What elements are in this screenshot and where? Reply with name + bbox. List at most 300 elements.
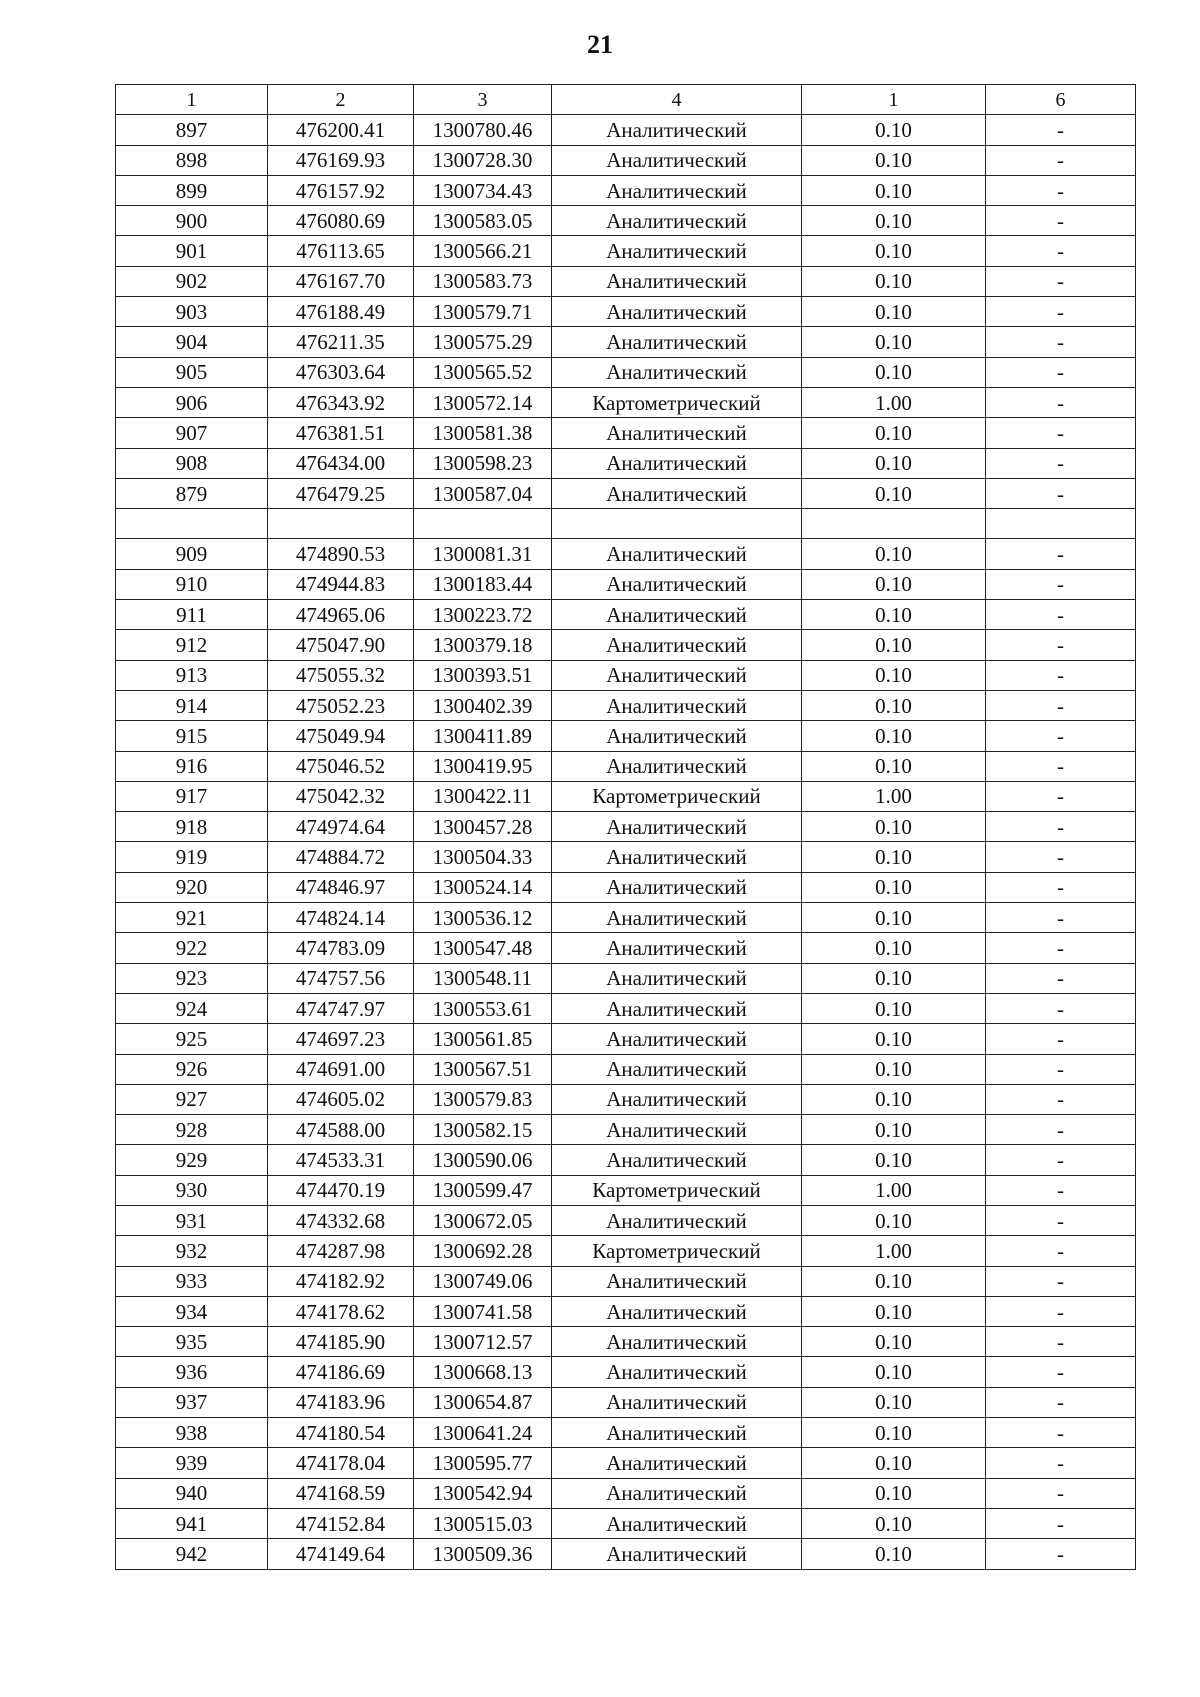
y-coordinate-cell: 1300672.05 bbox=[414, 1205, 552, 1235]
y-coordinate-cell: 1300379.18 bbox=[414, 630, 552, 660]
method-cell: Аналитический bbox=[552, 1115, 802, 1145]
point-number-cell: 928 bbox=[116, 1115, 268, 1145]
x-coordinate-cell: 476381.51 bbox=[268, 418, 414, 448]
x-coordinate-cell: 474185.90 bbox=[268, 1327, 414, 1357]
x-coordinate-cell: 474605.02 bbox=[268, 1084, 414, 1114]
table-row bbox=[116, 569, 1136, 599]
point-number-cell: 936 bbox=[116, 1357, 268, 1387]
x-coordinate-cell: 474470.19 bbox=[268, 1175, 414, 1205]
table-row bbox=[116, 600, 1136, 630]
x-coordinate-cell: 474824.14 bbox=[268, 903, 414, 933]
accuracy-cell: 0.10 bbox=[802, 327, 986, 357]
accuracy-cell: 1.00 bbox=[802, 387, 986, 417]
table-row bbox=[116, 1175, 1136, 1205]
y-coordinate-cell: 1300542.94 bbox=[414, 1478, 552, 1508]
point-number-cell: 901 bbox=[116, 236, 268, 266]
table-row bbox=[116, 1205, 1136, 1235]
note-cell: - bbox=[986, 721, 1136, 751]
method-cell bbox=[552, 509, 802, 539]
note-cell: - bbox=[986, 266, 1136, 296]
note-cell: - bbox=[986, 1418, 1136, 1448]
note-cell: - bbox=[986, 1236, 1136, 1266]
note-cell: - bbox=[986, 418, 1136, 448]
method-cell: Аналитический bbox=[552, 115, 802, 145]
x-coordinate-cell: 476080.69 bbox=[268, 206, 414, 236]
note-cell: - bbox=[986, 448, 1136, 478]
point-number-cell: 924 bbox=[116, 993, 268, 1023]
table-body bbox=[116, 115, 1136, 1569]
accuracy-cell: 0.10 bbox=[802, 297, 986, 327]
accuracy-cell: 0.10 bbox=[802, 630, 986, 660]
point-number-cell: 922 bbox=[116, 933, 268, 963]
table-row bbox=[116, 1327, 1136, 1357]
table-row bbox=[116, 175, 1136, 205]
x-coordinate-cell: 474287.98 bbox=[268, 1236, 414, 1266]
accuracy-cell: 0.10 bbox=[802, 903, 986, 933]
x-coordinate-cell: 476157.92 bbox=[268, 175, 414, 205]
point-number-cell: 930 bbox=[116, 1175, 268, 1205]
y-coordinate-cell: 1300581.38 bbox=[414, 418, 552, 448]
x-coordinate-cell: 474183.96 bbox=[268, 1387, 414, 1417]
point-number-cell: 897 bbox=[116, 115, 268, 145]
accuracy-cell: 0.10 bbox=[802, 1266, 986, 1296]
y-coordinate-cell: 1300734.43 bbox=[414, 175, 552, 205]
note-cell: - bbox=[986, 478, 1136, 508]
accuracy-cell: 0.10 bbox=[802, 1448, 986, 1478]
x-coordinate-cell: 474168.59 bbox=[268, 1478, 414, 1508]
y-coordinate-cell: 1300575.29 bbox=[414, 327, 552, 357]
table-row bbox=[116, 266, 1136, 296]
table-row bbox=[116, 206, 1136, 236]
y-coordinate-cell: 1300081.31 bbox=[414, 539, 552, 569]
y-coordinate-cell: 1300579.71 bbox=[414, 297, 552, 327]
x-coordinate-cell: 475042.32 bbox=[268, 781, 414, 811]
point-number-cell: 934 bbox=[116, 1296, 268, 1326]
accuracy-cell: 0.10 bbox=[802, 115, 986, 145]
point-number-cell: 916 bbox=[116, 751, 268, 781]
x-coordinate-cell: 474533.31 bbox=[268, 1145, 414, 1175]
header-cell-5: 1 bbox=[802, 85, 986, 115]
point-number-cell: 926 bbox=[116, 1054, 268, 1084]
method-cell: Аналитический bbox=[552, 1327, 802, 1357]
method-cell: Аналитический bbox=[552, 297, 802, 327]
method-cell: Аналитический bbox=[552, 660, 802, 690]
x-coordinate-cell: 474152.84 bbox=[268, 1508, 414, 1538]
point-number-cell: 918 bbox=[116, 812, 268, 842]
table-row bbox=[116, 1357, 1136, 1387]
y-coordinate-cell: 1300583.73 bbox=[414, 266, 552, 296]
y-coordinate-cell: 1300590.06 bbox=[414, 1145, 552, 1175]
point-number-cell: 937 bbox=[116, 1387, 268, 1417]
note-cell: - bbox=[986, 1539, 1136, 1569]
table-row bbox=[116, 1054, 1136, 1084]
accuracy-cell: 0.10 bbox=[802, 1508, 986, 1538]
method-cell: Аналитический bbox=[552, 236, 802, 266]
method-cell: Аналитический bbox=[552, 690, 802, 720]
x-coordinate-cell: 474182.92 bbox=[268, 1266, 414, 1296]
point-number-cell: 903 bbox=[116, 297, 268, 327]
point-number-cell: 915 bbox=[116, 721, 268, 751]
method-cell: Аналитический bbox=[552, 357, 802, 387]
y-coordinate-cell: 1300583.05 bbox=[414, 206, 552, 236]
coordinates-table bbox=[115, 84, 1136, 1570]
table-row bbox=[116, 903, 1136, 933]
method-cell: Аналитический bbox=[552, 630, 802, 660]
point-number-cell: 905 bbox=[116, 357, 268, 387]
y-coordinate-cell: 1300728.30 bbox=[414, 145, 552, 175]
note-cell: - bbox=[986, 1145, 1136, 1175]
table-row bbox=[116, 1387, 1136, 1417]
method-cell: Аналитический bbox=[552, 1508, 802, 1538]
table-row bbox=[116, 236, 1136, 266]
method-cell: Аналитический bbox=[552, 418, 802, 448]
x-coordinate-cell: 474588.00 bbox=[268, 1115, 414, 1145]
y-coordinate-cell: 1300692.28 bbox=[414, 1236, 552, 1266]
x-coordinate-cell: 475046.52 bbox=[268, 751, 414, 781]
y-coordinate-cell: 1300509.36 bbox=[414, 1539, 552, 1569]
table-row bbox=[116, 872, 1136, 902]
table-row bbox=[116, 1084, 1136, 1114]
note-cell: - bbox=[986, 357, 1136, 387]
table-row bbox=[116, 539, 1136, 569]
point-number-cell: 923 bbox=[116, 963, 268, 993]
point-number-cell bbox=[116, 509, 268, 539]
note-cell: - bbox=[986, 842, 1136, 872]
y-coordinate-cell bbox=[414, 509, 552, 539]
accuracy-cell: 0.10 bbox=[802, 963, 986, 993]
method-cell: Аналитический bbox=[552, 1205, 802, 1235]
accuracy-cell: 0.10 bbox=[802, 751, 986, 781]
point-number-cell: 931 bbox=[116, 1205, 268, 1235]
point-number-cell: 912 bbox=[116, 630, 268, 660]
point-number-cell: 899 bbox=[116, 175, 268, 205]
point-number-cell: 927 bbox=[116, 1084, 268, 1114]
y-coordinate-cell: 1300515.03 bbox=[414, 1508, 552, 1538]
method-cell: Аналитический bbox=[552, 1296, 802, 1326]
note-cell: - bbox=[986, 115, 1136, 145]
accuracy-cell: 0.10 bbox=[802, 539, 986, 569]
x-coordinate-cell: 474180.54 bbox=[268, 1418, 414, 1448]
x-coordinate-cell: 475047.90 bbox=[268, 630, 414, 660]
y-coordinate-cell: 1300741.58 bbox=[414, 1296, 552, 1326]
table-row bbox=[116, 297, 1136, 327]
accuracy-cell: 0.10 bbox=[802, 1539, 986, 1569]
method-cell: Аналитический bbox=[552, 1448, 802, 1478]
y-coordinate-cell: 1300183.44 bbox=[414, 569, 552, 599]
accuracy-cell: 0.10 bbox=[802, 1418, 986, 1448]
table-row bbox=[116, 993, 1136, 1023]
point-number-cell: 910 bbox=[116, 569, 268, 599]
table-header-row bbox=[116, 85, 1136, 115]
method-cell: Аналитический bbox=[552, 842, 802, 872]
point-number-cell: 904 bbox=[116, 327, 268, 357]
table-row bbox=[116, 1266, 1136, 1296]
x-coordinate-cell: 474149.64 bbox=[268, 1539, 414, 1569]
method-cell: Аналитический bbox=[552, 145, 802, 175]
method-cell: Аналитический bbox=[552, 327, 802, 357]
table-row bbox=[116, 1508, 1136, 1538]
method-cell: Аналитический bbox=[552, 963, 802, 993]
x-coordinate-cell: 476479.25 bbox=[268, 478, 414, 508]
x-coordinate-cell: 476303.64 bbox=[268, 357, 414, 387]
y-coordinate-cell: 1300567.51 bbox=[414, 1054, 552, 1084]
table-row bbox=[116, 387, 1136, 417]
y-coordinate-cell: 1300572.14 bbox=[414, 387, 552, 417]
method-cell: Аналитический bbox=[552, 1539, 802, 1569]
note-cell: - bbox=[986, 1508, 1136, 1538]
method-cell: Аналитический bbox=[552, 903, 802, 933]
note-cell: - bbox=[986, 812, 1136, 842]
note-cell: - bbox=[986, 1296, 1136, 1326]
note-cell: - bbox=[986, 781, 1136, 811]
method-cell: Аналитический bbox=[552, 1084, 802, 1114]
accuracy-cell: 0.10 bbox=[802, 660, 986, 690]
y-coordinate-cell: 1300561.85 bbox=[414, 1024, 552, 1054]
point-number-cell: 898 bbox=[116, 145, 268, 175]
x-coordinate-cell: 475049.94 bbox=[268, 721, 414, 751]
point-number-cell: 911 bbox=[116, 600, 268, 630]
y-coordinate-cell: 1300641.24 bbox=[414, 1418, 552, 1448]
table-row bbox=[116, 933, 1136, 963]
accuracy-cell: 0.10 bbox=[802, 690, 986, 720]
table-row bbox=[116, 842, 1136, 872]
accuracy-cell: 0.10 bbox=[802, 872, 986, 902]
accuracy-cell: 0.10 bbox=[802, 236, 986, 266]
table-row bbox=[116, 690, 1136, 720]
y-coordinate-cell: 1300536.12 bbox=[414, 903, 552, 933]
point-number-cell: 917 bbox=[116, 781, 268, 811]
point-number-cell: 900 bbox=[116, 206, 268, 236]
method-cell: Аналитический bbox=[552, 993, 802, 1023]
x-coordinate-cell: 474846.97 bbox=[268, 872, 414, 902]
method-cell: Аналитический bbox=[552, 1418, 802, 1448]
point-number-cell: 940 bbox=[116, 1478, 268, 1508]
method-cell: Картометрический bbox=[552, 387, 802, 417]
note-cell: - bbox=[986, 872, 1136, 902]
x-coordinate-cell: 474757.56 bbox=[268, 963, 414, 993]
point-number-cell: 908 bbox=[116, 448, 268, 478]
table-row bbox=[116, 1448, 1136, 1478]
accuracy-cell: 1.00 bbox=[802, 1175, 986, 1205]
point-number-cell: 919 bbox=[116, 842, 268, 872]
accuracy-cell: 0.10 bbox=[802, 993, 986, 1023]
y-coordinate-cell: 1300393.51 bbox=[414, 660, 552, 690]
method-cell: Аналитический bbox=[552, 266, 802, 296]
accuracy-cell: 0.10 bbox=[802, 933, 986, 963]
table-row bbox=[116, 478, 1136, 508]
accuracy-cell: 0.10 bbox=[802, 569, 986, 599]
table-row bbox=[116, 630, 1136, 660]
point-number-cell: 920 bbox=[116, 872, 268, 902]
point-number-cell: 938 bbox=[116, 1418, 268, 1448]
table-row bbox=[116, 418, 1136, 448]
note-cell: - bbox=[986, 1327, 1136, 1357]
y-coordinate-cell: 1300419.95 bbox=[414, 751, 552, 781]
method-cell: Аналитический bbox=[552, 1387, 802, 1417]
note-cell: - bbox=[986, 206, 1136, 236]
accuracy-cell: 0.10 bbox=[802, 1054, 986, 1084]
note-cell: - bbox=[986, 1024, 1136, 1054]
y-coordinate-cell: 1300565.52 bbox=[414, 357, 552, 387]
note-cell: - bbox=[986, 539, 1136, 569]
accuracy-cell: 0.10 bbox=[802, 418, 986, 448]
table-row bbox=[116, 1236, 1136, 1266]
x-coordinate-cell: 476188.49 bbox=[268, 297, 414, 327]
y-coordinate-cell: 1300548.11 bbox=[414, 963, 552, 993]
point-number-cell: 925 bbox=[116, 1024, 268, 1054]
accuracy-cell: 0.10 bbox=[802, 1084, 986, 1114]
accuracy-cell: 0.10 bbox=[802, 721, 986, 751]
point-number-cell: 921 bbox=[116, 903, 268, 933]
x-coordinate-cell: 474783.09 bbox=[268, 933, 414, 963]
accuracy-cell: 0.10 bbox=[802, 1145, 986, 1175]
x-coordinate-cell: 474332.68 bbox=[268, 1205, 414, 1235]
x-coordinate-cell: 476343.92 bbox=[268, 387, 414, 417]
method-cell: Картометрический bbox=[552, 1175, 802, 1205]
x-coordinate-cell: 474691.00 bbox=[268, 1054, 414, 1084]
x-coordinate-cell: 474884.72 bbox=[268, 842, 414, 872]
header-cell-1: 1 bbox=[116, 85, 268, 115]
x-coordinate-cell: 474178.04 bbox=[268, 1448, 414, 1478]
note-cell: - bbox=[986, 387, 1136, 417]
x-coordinate-cell: 474178.62 bbox=[268, 1296, 414, 1326]
point-number-cell: 941 bbox=[116, 1508, 268, 1538]
table-row bbox=[116, 1478, 1136, 1508]
y-coordinate-cell: 1300749.06 bbox=[414, 1266, 552, 1296]
table-row bbox=[116, 1115, 1136, 1145]
accuracy-cell: 0.10 bbox=[802, 1296, 986, 1326]
x-coordinate-cell: 475052.23 bbox=[268, 690, 414, 720]
accuracy-cell: 0.10 bbox=[802, 812, 986, 842]
table-row bbox=[116, 327, 1136, 357]
method-cell: Аналитический bbox=[552, 872, 802, 902]
note-cell: - bbox=[986, 933, 1136, 963]
x-coordinate-cell: 476113.65 bbox=[268, 236, 414, 266]
note-cell: - bbox=[986, 660, 1136, 690]
table-row bbox=[116, 448, 1136, 478]
table-row bbox=[116, 115, 1136, 145]
method-cell: Аналитический bbox=[552, 1024, 802, 1054]
note-cell: - bbox=[986, 175, 1136, 205]
table-row bbox=[116, 963, 1136, 993]
y-coordinate-cell: 1300582.15 bbox=[414, 1115, 552, 1145]
x-coordinate-cell: 476200.41 bbox=[268, 115, 414, 145]
note-cell: - bbox=[986, 1357, 1136, 1387]
note-cell: - bbox=[986, 1175, 1136, 1205]
note-cell: - bbox=[986, 963, 1136, 993]
point-number-cell: 932 bbox=[116, 1236, 268, 1266]
point-number-cell: 907 bbox=[116, 418, 268, 448]
y-coordinate-cell: 1300402.39 bbox=[414, 690, 552, 720]
table-row bbox=[116, 1024, 1136, 1054]
note-cell: - bbox=[986, 690, 1136, 720]
note-cell: - bbox=[986, 630, 1136, 660]
x-coordinate-cell: 474747.97 bbox=[268, 993, 414, 1023]
method-cell: Аналитический bbox=[552, 1266, 802, 1296]
note-cell: - bbox=[986, 1448, 1136, 1478]
x-coordinate-cell: 474974.64 bbox=[268, 812, 414, 842]
y-coordinate-cell: 1300598.23 bbox=[414, 448, 552, 478]
accuracy-cell: 0.10 bbox=[802, 206, 986, 236]
method-cell: Аналитический bbox=[552, 539, 802, 569]
table-row bbox=[116, 1418, 1136, 1448]
point-number-cell: 913 bbox=[116, 660, 268, 690]
y-coordinate-cell: 1300553.61 bbox=[414, 993, 552, 1023]
accuracy-cell: 0.10 bbox=[802, 1478, 986, 1508]
method-cell: Аналитический bbox=[552, 933, 802, 963]
y-coordinate-cell: 1300411.89 bbox=[414, 721, 552, 751]
x-coordinate-cell: 476211.35 bbox=[268, 327, 414, 357]
x-coordinate-cell: 474890.53 bbox=[268, 539, 414, 569]
x-coordinate-cell: 476167.70 bbox=[268, 266, 414, 296]
x-coordinate-cell: 474944.83 bbox=[268, 569, 414, 599]
accuracy-cell: 0.10 bbox=[802, 1357, 986, 1387]
point-number-cell: 939 bbox=[116, 1448, 268, 1478]
y-coordinate-cell: 1300422.11 bbox=[414, 781, 552, 811]
note-cell bbox=[986, 509, 1136, 539]
table-row bbox=[116, 1296, 1136, 1326]
x-coordinate-cell: 474965.06 bbox=[268, 600, 414, 630]
point-number-cell: 909 bbox=[116, 539, 268, 569]
note-cell: - bbox=[986, 1205, 1136, 1235]
accuracy-cell: 0.10 bbox=[802, 600, 986, 630]
point-number-cell: 906 bbox=[116, 387, 268, 417]
accuracy-cell: 1.00 bbox=[802, 1236, 986, 1266]
accuracy-cell: 1.00 bbox=[802, 781, 986, 811]
accuracy-cell: 0.10 bbox=[802, 448, 986, 478]
y-coordinate-cell: 1300524.14 bbox=[414, 872, 552, 902]
header-cell-3: 3 bbox=[414, 85, 552, 115]
point-number-cell: 933 bbox=[116, 1266, 268, 1296]
accuracy-cell: 0.10 bbox=[802, 266, 986, 296]
y-coordinate-cell: 1300504.33 bbox=[414, 842, 552, 872]
x-coordinate-cell: 474697.23 bbox=[268, 1024, 414, 1054]
point-number-cell: 902 bbox=[116, 266, 268, 296]
method-cell: Аналитический bbox=[552, 448, 802, 478]
method-cell: Аналитический bbox=[552, 478, 802, 508]
y-coordinate-cell: 1300599.47 bbox=[414, 1175, 552, 1205]
accuracy-cell: 0.10 bbox=[802, 175, 986, 205]
x-coordinate-cell: 475055.32 bbox=[268, 660, 414, 690]
page-number: 21 bbox=[587, 30, 613, 59]
y-coordinate-cell: 1300668.13 bbox=[414, 1357, 552, 1387]
note-cell: - bbox=[986, 1387, 1136, 1417]
header-cell-6: 6 bbox=[986, 85, 1136, 115]
point-number-cell: 942 bbox=[116, 1539, 268, 1569]
method-cell: Картометрический bbox=[552, 1236, 802, 1266]
y-coordinate-cell: 1300595.77 bbox=[414, 1448, 552, 1478]
y-coordinate-cell: 1300566.21 bbox=[414, 236, 552, 266]
table-row bbox=[116, 781, 1136, 811]
x-coordinate-cell: 474186.69 bbox=[268, 1357, 414, 1387]
accuracy-cell: 0.10 bbox=[802, 1205, 986, 1235]
note-cell: - bbox=[986, 903, 1136, 933]
x-coordinate-cell: 476434.00 bbox=[268, 448, 414, 478]
point-number-cell: 929 bbox=[116, 1145, 268, 1175]
method-cell: Аналитический bbox=[552, 721, 802, 751]
method-cell: Аналитический bbox=[552, 1054, 802, 1084]
method-cell: Аналитический bbox=[552, 751, 802, 781]
accuracy-cell: 0.10 bbox=[802, 145, 986, 175]
note-cell: - bbox=[986, 993, 1136, 1023]
accuracy-cell: 0.10 bbox=[802, 1115, 986, 1145]
method-cell: Аналитический bbox=[552, 1478, 802, 1508]
table-row bbox=[116, 751, 1136, 781]
note-cell: - bbox=[986, 1478, 1136, 1508]
point-number-cell: 914 bbox=[116, 690, 268, 720]
y-coordinate-cell: 1300457.28 bbox=[414, 812, 552, 842]
point-number-cell: 935 bbox=[116, 1327, 268, 1357]
